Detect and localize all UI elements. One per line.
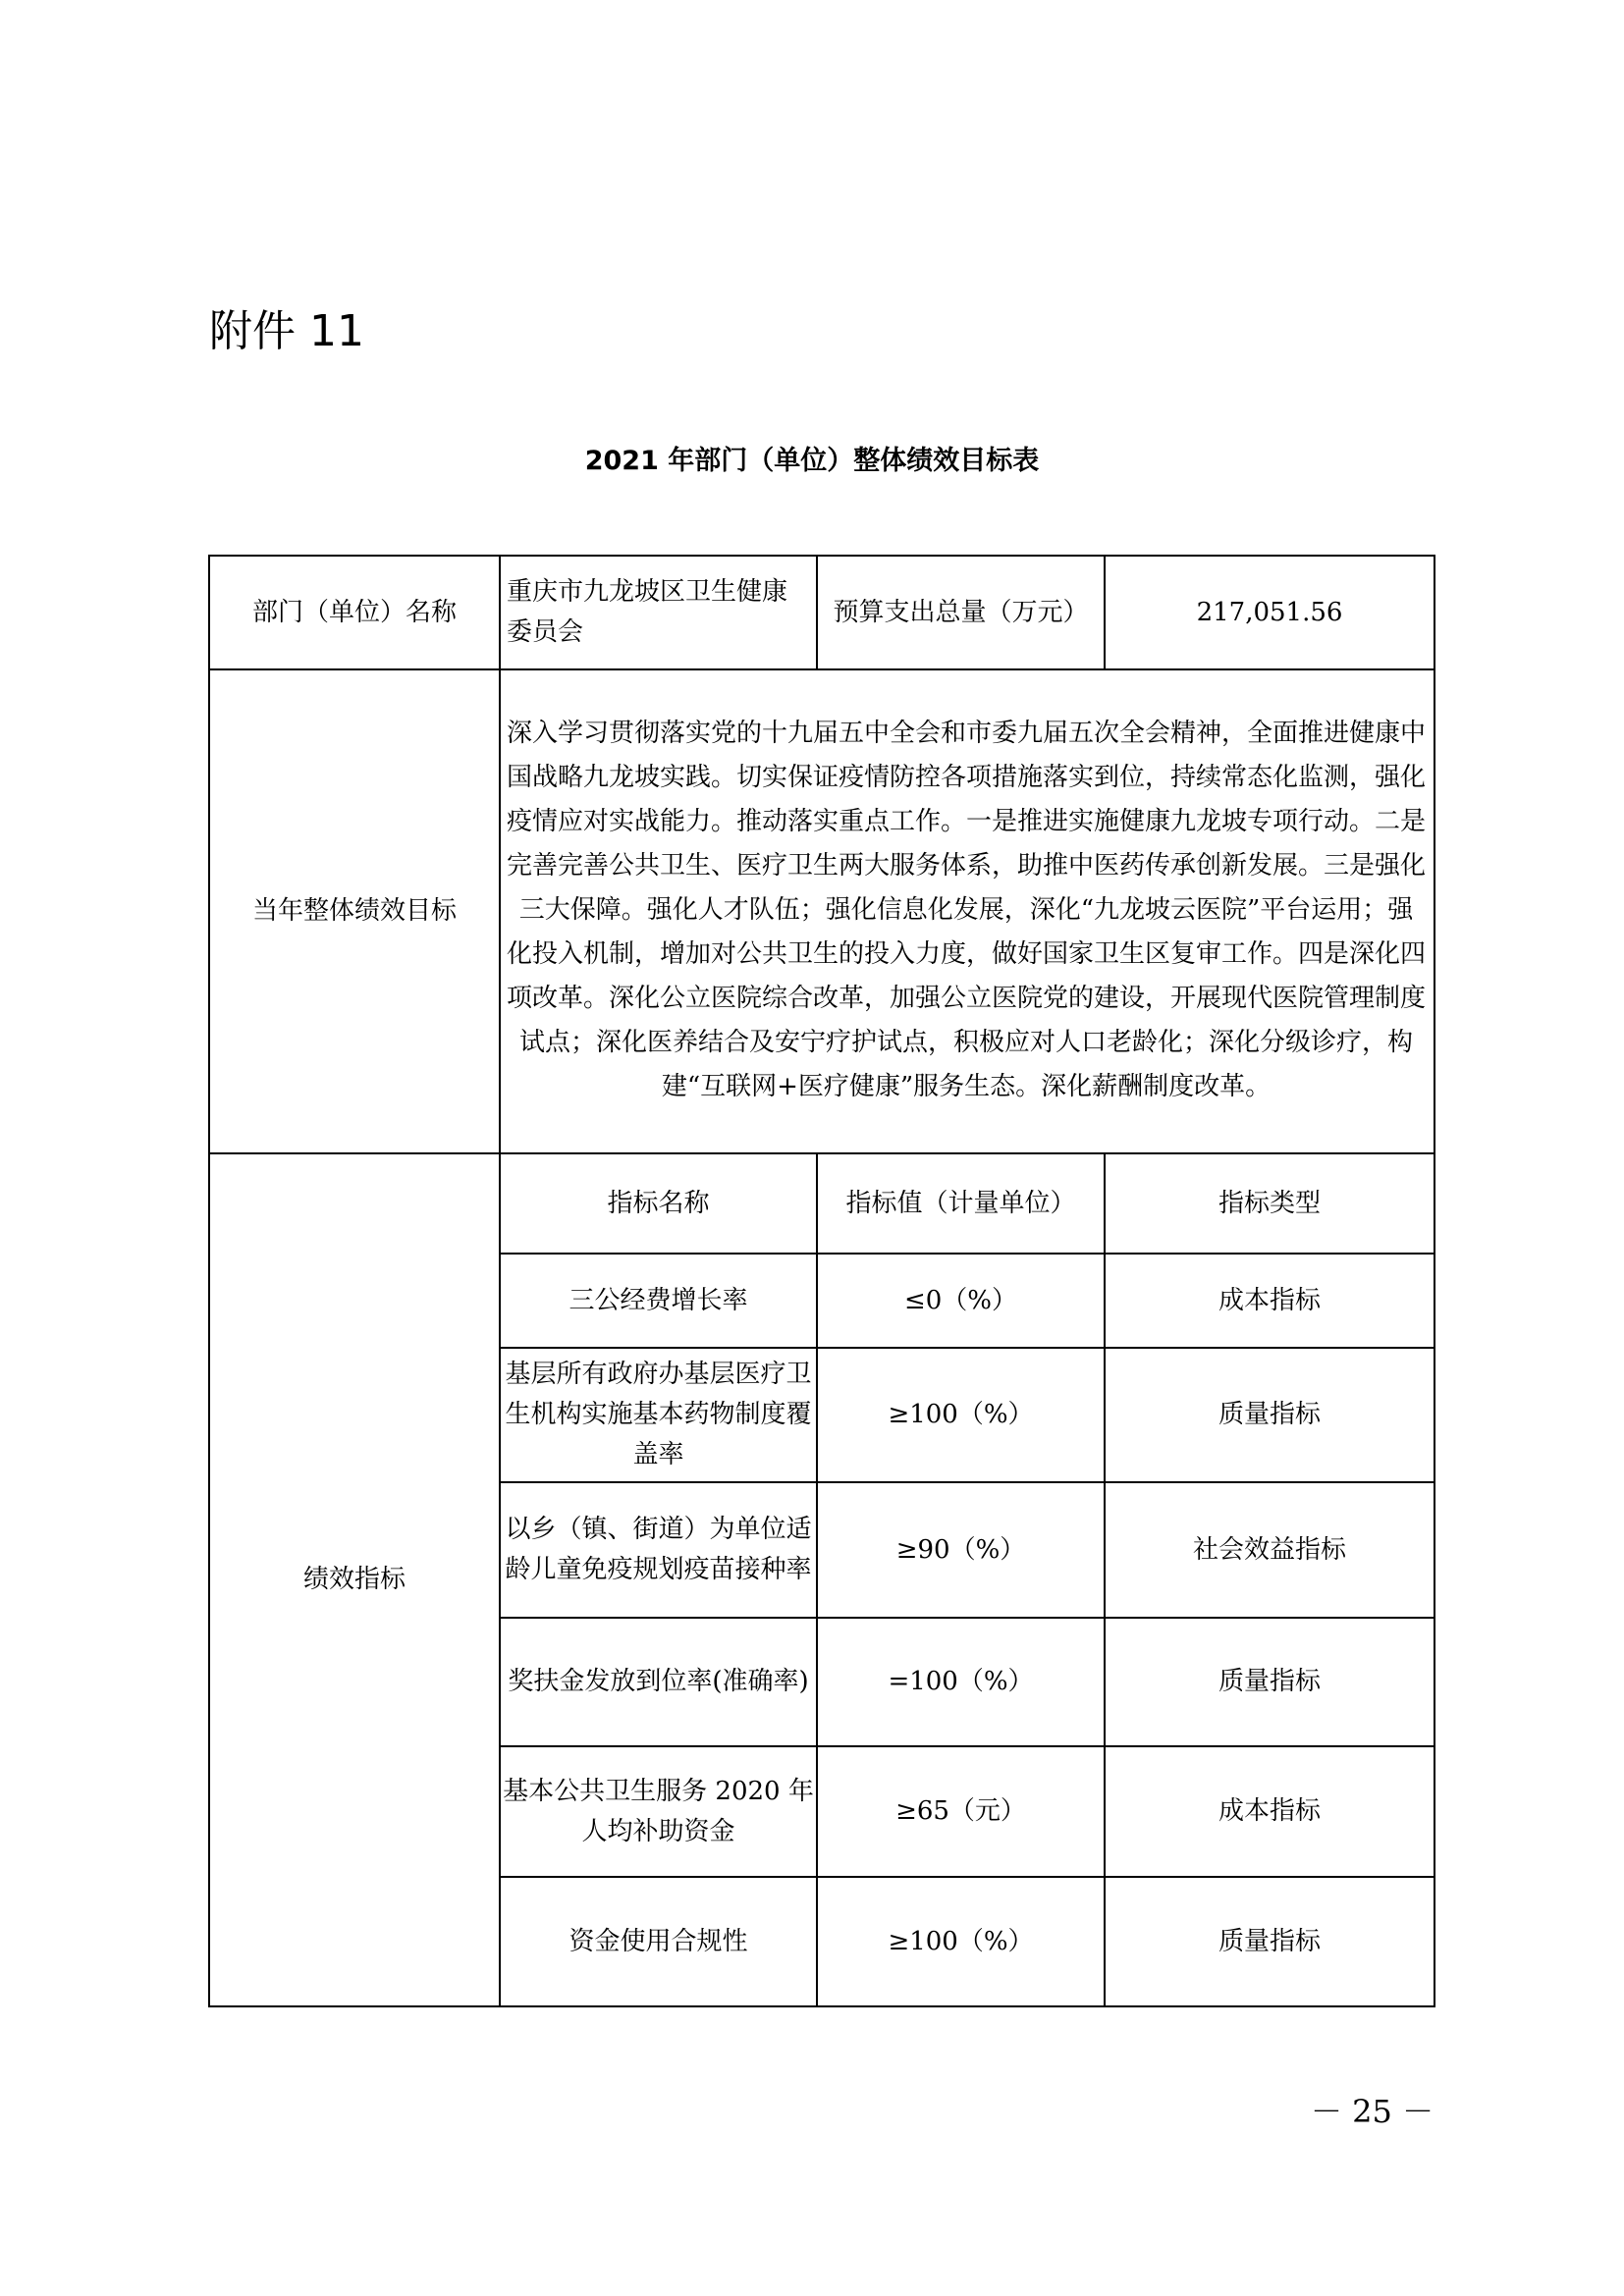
header-indicator-type: 指标类型 xyxy=(1105,1153,1435,1254)
indicator-name: 基层所有政府办基层医疗卫生机构实施基本药物制度覆盖率 xyxy=(500,1348,817,1482)
indicator-name: 以乡（镇、街道）为单位适龄儿童免疫规划疫苗接种率 xyxy=(500,1482,817,1618)
indicator-type: 成本指标 xyxy=(1105,1254,1435,1348)
indicator-value: ≤0（%） xyxy=(817,1254,1105,1348)
page-number: － 25 － xyxy=(1311,2093,1435,2130)
dept-info-row xyxy=(209,556,1435,669)
indicator-type: 质量指标 xyxy=(1105,1348,1435,1482)
budget-label: 预算支出总量（万元） xyxy=(817,556,1105,669)
indicator-value: ≥65（元） xyxy=(817,1746,1105,1877)
indicator-name: 基本公共卫生服务 2020 年人均补助资金 xyxy=(500,1746,817,1877)
indicator-name: 资金使用合规性 xyxy=(500,1877,817,2006)
indicator-type: 社会效益指标 xyxy=(1105,1482,1435,1618)
goal-label: 当年整体绩效目标 xyxy=(209,669,500,1153)
indicator-value: ≥100（%） xyxy=(817,1877,1105,2006)
dept-name-label: 部门（单位）名称 xyxy=(209,556,500,669)
indicator-value: ≥100（%） xyxy=(817,1348,1105,1482)
goal-text: 深入学习贯彻落实党的十九届五中全会和市委九届五次全会精神，全面推进健康中国战略九龙坡实践。切实保证疫情防控各项措施落实到位，持续常态化监测，强化疫情应对实战能力。推动落实重点工作。一是推进实施健康九龙坡专项行动。二是完善完善公共卫生、医疗卫生两大服务体系，助推中医药传承创新发展。三是强化三大保障。强化人才队伍；强化信息化发展，深化“九龙坡云医院”平台运用；强化投入机制，增加对公共卫生的投入力度，做好国家卫生区复审工作。四是深化四项改革。深化公立医院综合改革，加强公立医院党的建设，开展现代医院管理制度试点；深化医养结合及安宁疗护试点，积极应对人口老龄化；深化分级诊疗，构建“互联网+医疗健康”服务生态。深化薪酬制度改革。 xyxy=(500,669,1435,1153)
indicator-header-row xyxy=(209,1153,1435,1254)
indicators-section-label: 绩效指标 xyxy=(209,1153,500,2006)
indicator-type: 质量指标 xyxy=(1105,1877,1435,2006)
indicator-value: =100（%） xyxy=(817,1618,1105,1746)
header-indicator-name: 指标名称 xyxy=(500,1153,817,1254)
budget-value: 217,051.56 xyxy=(1105,556,1435,669)
document-title: 2021 年部门（单位）整体绩效目标表 xyxy=(584,446,1040,476)
attachment-label: 附件 11 xyxy=(209,306,364,356)
header-indicator-value: 指标值（计量单位） xyxy=(817,1153,1105,1254)
performance-table xyxy=(208,555,1435,2007)
indicator-type: 质量指标 xyxy=(1105,1618,1435,1746)
indicator-name: 三公经费增长率 xyxy=(500,1254,817,1348)
indicator-type: 成本指标 xyxy=(1105,1746,1435,1877)
indicator-value: ≥90（%） xyxy=(817,1482,1105,1618)
indicator-name: 奖扶金发放到位率(准确率) xyxy=(500,1618,817,1746)
goal-row xyxy=(209,669,1435,1153)
dept-name-value: 重庆市九龙坡区卫生健康委员会 xyxy=(500,556,817,669)
